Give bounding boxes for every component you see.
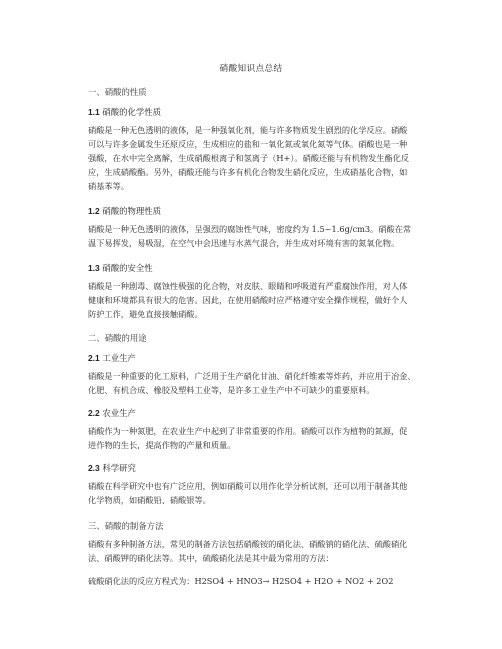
paragraph-line: 化肥、有机合成、橡胶及塑料工业等，是许多工业生产中不可缺少的重要原料。 <box>88 385 375 395</box>
subsection-number: 2.3 <box>88 463 100 473</box>
section-1-heading: 一、硝酸的性质 <box>88 87 147 97</box>
reaction-equation: 硫酸硝化法的反应方程式为：H2SO4 + HNO3→ H2SO4 + H2O + NO2 + 2O2 <box>88 576 394 586</box>
paragraph-chemical-properties <box>88 123 418 193</box>
subsection-title: 硝酸的化学性质 <box>99 107 161 117</box>
subsection-2-3-heading <box>88 462 136 474</box>
subsection-1-3-heading <box>88 262 153 274</box>
subsection-number: 2.2 <box>88 408 100 418</box>
paragraph-line: 硝基苯等。 <box>88 181 129 191</box>
paragraph-line: 应，生成硝酸酯。另外，硝酸还能与许多有机化合物发生硝化反应，生成硝基化合物，如 <box>88 167 408 177</box>
subsection-2-1-heading <box>88 352 136 364</box>
paragraph-line: 硝酸在科学研究中也有广泛应用，例如硝酸可以用作化学分析试剂，还可以用于制备其他 <box>88 481 408 491</box>
paragraph-line: 法、硝酸钾的硝化法等。其中，硫酸硝化法是其中最为常用的方法： <box>88 553 334 563</box>
paragraph-physical-properties <box>88 222 418 250</box>
subsection-title: 科学研究 <box>99 463 136 473</box>
paragraph-line: 硝酸是一种无色透明的液体，呈强烈的腐蚀性气味，密度约为 1.5~1.6g/cm3。硝酸在常 <box>88 224 412 234</box>
subsection-number: 1.3 <box>88 263 100 273</box>
paragraph-research <box>88 479 418 507</box>
document-title: 硝酸知识点总结 <box>219 64 283 74</box>
paragraph-line: 硝酸有多种制备方法，常见的制备方法包括硝酸铵的硝化法、硝酸钠的硝化法、硫酸硝化 <box>88 539 408 549</box>
subsection-1-2-heading <box>88 205 161 217</box>
subsection-1-1-heading <box>88 106 161 118</box>
section-3-heading: 三、硝酸的制备方法 <box>88 521 164 531</box>
subsection-2-2-heading <box>88 407 136 419</box>
subsection-number: 1.2 <box>88 206 100 216</box>
subsection-title: 硝酸的安全性 <box>99 263 153 273</box>
paragraph-line: 温下易挥发，易吸湿，在空气中会迅速与水蒸气混合，并生成对环境有害的氮氧化物。 <box>88 238 400 248</box>
subsection-title: 农业生产 <box>99 408 136 418</box>
paragraph-line: 进作物的生长，提高作物的产量和质量。 <box>88 440 236 450</box>
paragraph-equation <box>88 574 418 588</box>
paragraph-line: 强酸，在水中完全离解，生成硝酸根离子和氢离子（H+）。硝酸还能与有机物发生酯化反 <box>88 153 410 163</box>
paragraph-safety <box>88 279 418 321</box>
paragraph-preparation <box>88 537 418 565</box>
paragraph-line: 硝酸作为一种氮肥，在农业生产中起到了非常重要的作用。硝酸可以作为植物的氮源，促 <box>88 426 408 436</box>
subsection-number: 2.1 <box>88 353 100 363</box>
subsection-title: 工业生产 <box>99 353 136 363</box>
subsection-title: 硝酸的物理性质 <box>99 206 161 216</box>
paragraph-line: 化学物质，如硝酸铅、硝酸银等。 <box>88 495 211 505</box>
paragraph-industry <box>88 369 418 397</box>
paragraph-line: 硝酸是一种无色透明的液体，是一种强氧化剂，能与许多物质发生剧烈的化学反应。硝酸 <box>88 125 408 135</box>
paragraph-line: 健康和环境都具有很大的危害。因此，在使用硝酸时应严格遵守安全操作规程，做好个人 <box>88 295 408 305</box>
subsection-number: 1.1 <box>88 107 100 117</box>
paragraph-agriculture <box>88 424 418 452</box>
paragraph-line: 防护工作，避免直接接触硝酸。 <box>88 309 203 319</box>
paragraph-line: 硝酸是一种重要的化工原料，广泛用于生产硝化甘油、硝化纤维素等炸药，并应用于冶金、 <box>88 371 416 381</box>
paragraph-line: 可以与许多金属发生还原反应，生成相应的盐和一氧化氮或氧化氮等气体。硝酸也是一种 <box>88 139 408 149</box>
paragraph-line: 硝酸是一种剧毒、腐蚀性极强的化合物，对皮肤、眼睛和呼吸道有严重腐蚀作用，对人体 <box>88 281 408 291</box>
section-2-heading: 二、硝酸的用途 <box>88 333 147 343</box>
